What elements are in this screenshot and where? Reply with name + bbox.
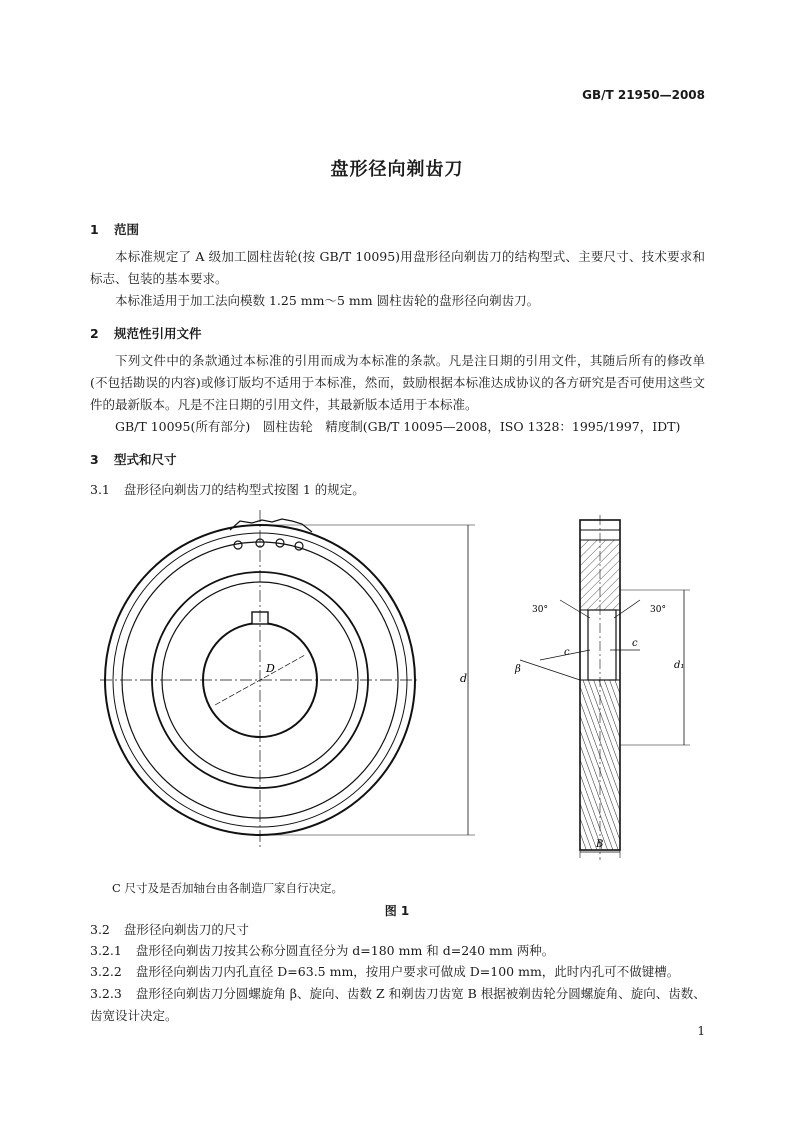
figure-caption: 图 1	[384, 904, 410, 918]
section-number: 1	[90, 222, 99, 237]
clause-number: 3.2.1	[90, 943, 122, 958]
section-title: 规范性引用文件	[114, 326, 202, 341]
clause-number: 3.2.2	[90, 964, 122, 979]
section-1-paragraph-1: 本标准规定了 A 级加工圆柱齿轮(按 GB/T 10095)用盘形径向剃齿刀的结构型式、主要尺寸、技术要求和标志、包装的基本要求。	[90, 249, 705, 286]
section-2-paragraph-1: 下列文件中的条款通过本标准的引用而成为本标准的条款。凡是注日期的引用文件，其随后所有的修改单(不包括勘误的内容)或修订版均不适用于本标准，然而，鼓励根据本标准达成协议的各方研究是否可使用这些文件的最新版本。凡是不注日期的引用文件，其最新版本适用于本标准。	[90, 353, 705, 412]
label-beta: β	[515, 664, 521, 675]
label-B: B	[596, 839, 604, 850]
label-angle-right: 30°	[650, 605, 666, 615]
clause-text: 盘形径向剃齿刀的结构型式按图 1 的规定。	[123, 482, 365, 497]
page-number: 1	[697, 1024, 705, 1038]
section-title: 型式和尺寸	[114, 452, 177, 467]
section-2-reference: GB/T 10095(所有部分) 圆柱齿轮 精度制(GB/T 10095—2008，ISO 1328：1995/1997，IDT)	[115, 419, 681, 434]
clause-text: 盘形径向剃齿刀按其公称分圆直径分为 d=180 mm 和 d=240 mm 两种。	[135, 943, 555, 958]
label-d: d	[460, 672, 468, 685]
clause-number: 3.2.3	[90, 986, 122, 1001]
section-title: 范围	[114, 222, 140, 237]
clause-3-2	[90, 920, 710, 940]
section-view	[520, 515, 690, 860]
section-number: 2	[90, 326, 99, 341]
clause-3-1	[90, 480, 710, 500]
clause-text: 盘形径向剃齿刀的尺寸	[123, 922, 249, 937]
clause-3-2-2	[90, 962, 710, 982]
clause-3-2-3	[90, 983, 710, 1027]
clause-number: 3.2	[90, 922, 110, 937]
figure-note: C 尺寸及是否加轴台由各制造厂家自行决定。	[112, 881, 343, 895]
standard-code: GB/T 21950—2008	[582, 88, 705, 102]
section-1-paragraph-2: 本标准适用于加工法向模数 1.25 mm～5 mm 圆柱齿轮的盘形径向剃齿刀。	[115, 293, 540, 308]
figure-1-drawing	[0, 505, 794, 875]
label-D: D	[266, 662, 275, 675]
label-angle-left: 30°	[532, 605, 548, 615]
front-view	[100, 510, 475, 850]
section-heading-3	[90, 450, 177, 468]
section-number: 3	[90, 452, 99, 467]
section-heading-1	[90, 220, 139, 238]
clause-3-2-1	[90, 941, 710, 961]
clause-number: 3.1	[90, 482, 110, 497]
page-title: 盘形径向剃齿刀	[330, 159, 464, 180]
label-c-left: c	[564, 647, 570, 658]
label-d1: d₁	[674, 660, 685, 671]
clause-text: 盘形径向剃齿刀内孔直径 D=63.5 mm，按用户要求可做成 D=100 mm，此时内孔可不做键槽。	[135, 964, 680, 979]
section-heading-2	[90, 324, 202, 342]
clause-text: 盘形径向剃齿刀分圆螺旋角 β、旋向、齿数 Z 和剃齿刀齿宽 B 根据被剃齿轮分圆螺旋角、旋向、齿数、齿宽设计决定。	[90, 986, 706, 1023]
label-c-right: c	[632, 638, 638, 649]
